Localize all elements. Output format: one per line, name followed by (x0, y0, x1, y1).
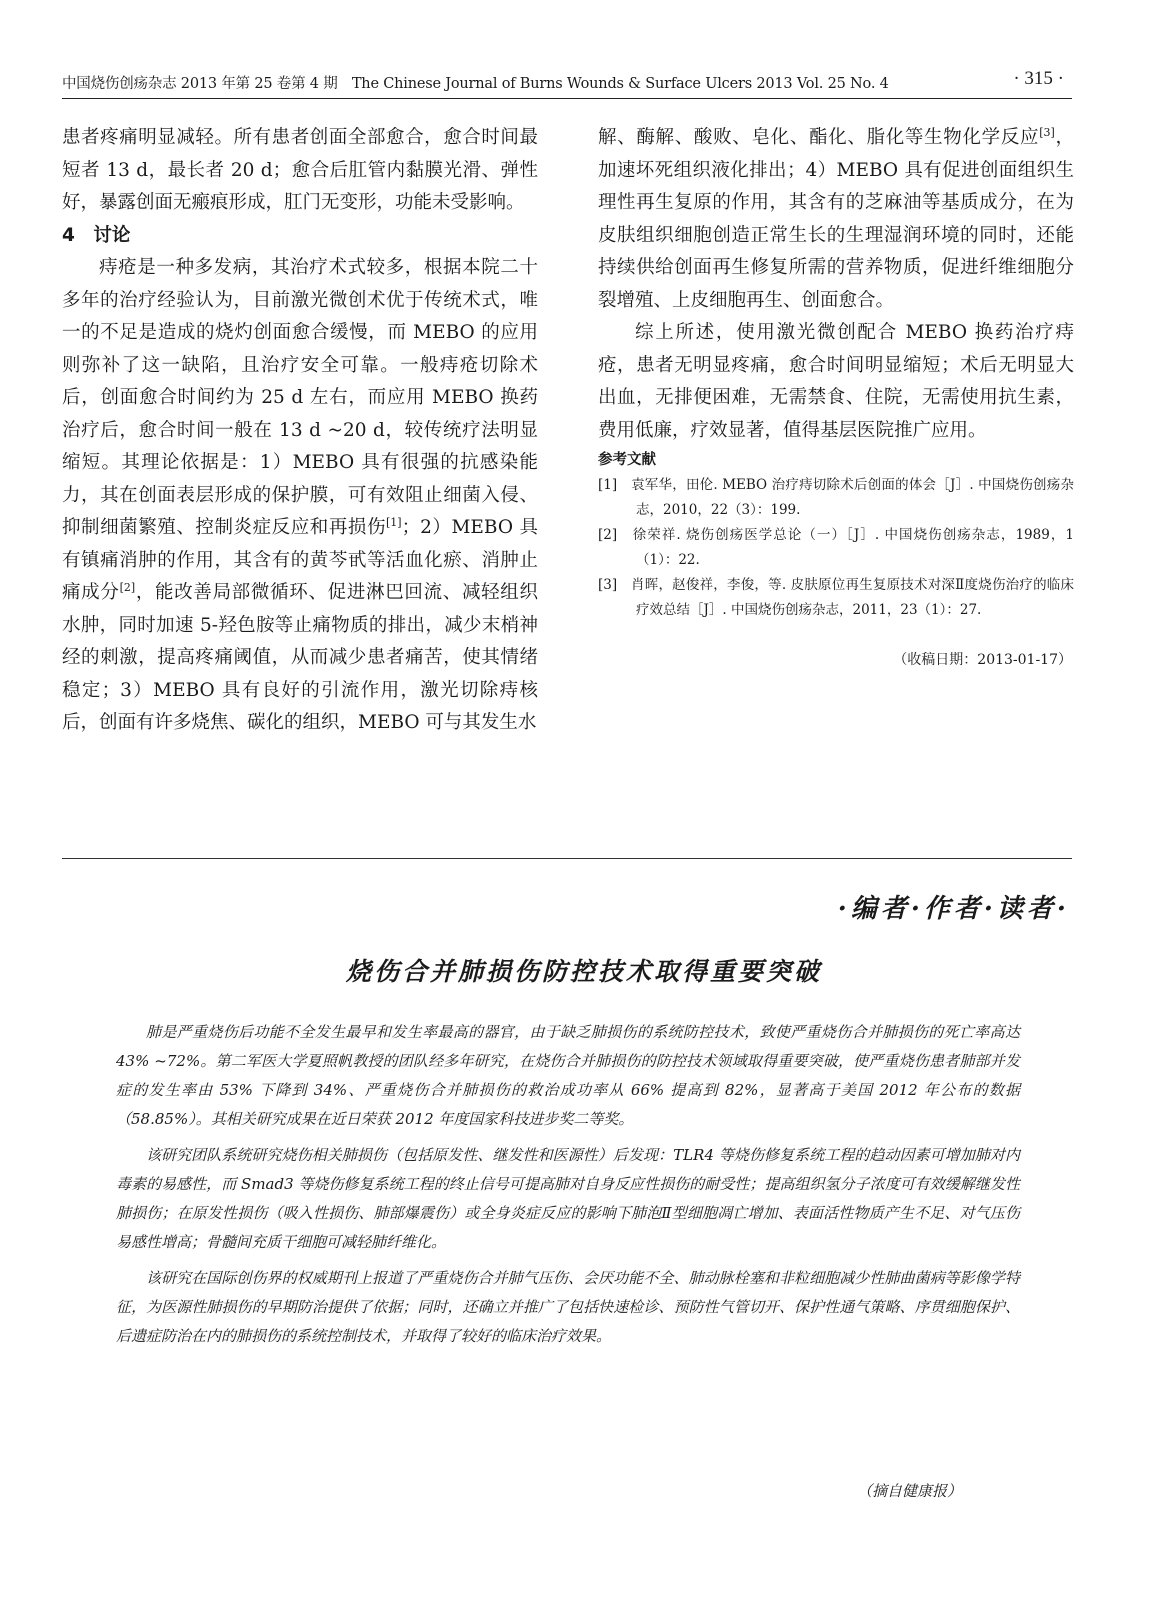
article-paragraph: 该研究团队系统研究烧伤相关肺损伤（包括原发性、继发性和医源性）后发现：TLR4 等烧伤修复系统工程的趋动因素可增加肺对内毒素的易感性，而 Smad3 等烧伤修复系统工程的终止信号可提高肺对自身反应性损伤的耐受性；提高组织氢分子浓度可有效缓解继发性肺损伤；在原发性损伤（吸入性损伤、肺部爆震伤）或全身炎症反应的影响下肺泡Ⅱ型细胞凋亡增加、表面活性物质产生不足、对气压伤易感性增高；骨髓间充质干细胞可减轻肺纤维化。 (116, 1146, 1020, 1251)
text-run: 痔疮是一种多发病，其治疗术式较多，根据本院二十多年的治疗经验认为，目前激光微创术优于传统术式，唯一的不足是造成的烧灼创面愈合缓慢，而 MEBO 的应用则弥补了这一缺陷，且治疗安全可靠。一般痔疮切除术后，创面愈合时间约为 25 d 左右，而应用 MEBO 换药治疗后，愈合时间一般在 13 d ~20 d，较传统疗法明显缩短。其理论依据是：1）MEBO 具有很强的抗感染能力，其在创面表层形成的保护膜，可有效阻止细菌入侵、抑制细菌繁殖、控制炎症反应和再损伤 (62, 257, 538, 538)
citation-ref-1[interactable]: [1] (386, 515, 402, 529)
results-paragraph: 患者疼痛明显减轻。所有患者创面全部愈合，愈合时间最短者 13 d，最长者 20 d；愈合后肛管内黏膜光滑、弹性好，暴露创面无瘢痕形成，肛门无变形，功能未受影响。 (62, 127, 538, 213)
text-run: ，能改善局部微循环、促进淋巴回流、减轻组织水肿，同时加速 5-羟色胺等止痛物质的排出，减少末梢神经的刺激，提高疼痛阈值，从而减少患者痛苦，使其情绪稳定；3）MEBO 具有良好的引流作用，激光切除痔核后，创面有许多烧焦、碳化的组织，MEBO 可与其发生水 (62, 582, 538, 733)
section-divider (62, 858, 1072, 859)
running-header (62, 68, 1072, 99)
references-heading: 参考文献 (598, 452, 656, 468)
reference-item: [2] 徐荣祥. 烧伤创疡医学总论（一）［J］. 中国烧伤创疡杂志，1989，1（1）：22. (598, 527, 1074, 568)
reference-item: [3] 肖晖，赵俊祥，李俊，等. 皮肤原位再生复原技术对深Ⅱ度烧伤治疗的临床疗效总结［J］. 中国烧伤创疡杂志，2011，23（1）：27. (598, 577, 1074, 618)
citation-ref-3[interactable]: [3] (1039, 125, 1055, 139)
left-column (62, 122, 538, 740)
discussion-continued (598, 122, 1074, 317)
journal-citation: 中国烧伤创疡杂志 2013 年第 25 卷第 4 期 The Chinese Journal of Burns Wounds & Surface Ulcers 2013 Vol. 25 No. 4 (62, 76, 889, 92)
reference-item: [1] 袁军华，田伦. MEBO 治疗痔切除术后创面的体会［J］. 中国烧伤创疡杂志，2010，22（3）：199. (598, 477, 1074, 518)
citation-ref-2[interactable]: [2] (119, 580, 136, 594)
column-heading: ·编者·作者·读者· (837, 894, 1070, 924)
received-date: （收稿日期：2013-01-17） (893, 652, 1072, 668)
article-title: 烧伤合并肺损伤防控技术取得重要突破 (345, 957, 822, 986)
discussion-paragraph (62, 252, 538, 740)
right-column (598, 122, 1074, 671)
news-article (116, 1018, 1020, 1358)
text-run: ，加速坏死组织液化排出；4）MEBO 具有促进创面组织生理性再生复原的作用，其含有的芝麻油等基质成分，在为皮肤组织细胞创造正常生长的生理湿润环境的同时，还能持续供给创面再生修复所需的营养物质，促进纤维细胞分裂增殖、上皮细胞再生、创面愈合。 (598, 127, 1074, 311)
section-heading-discussion: 4 讨论 (62, 224, 131, 246)
article-paragraph: 该研究在国际创伤界的权威期刊上报道了严重烧伤合并肺气压伤、会厌功能不全、肺动脉栓塞和非粒细胞减少性肺曲菌病等影像学特征，为医源性肺损伤的早期防治提供了依据；同时，还确立并推广了包括快速检诊、预防性气管切开、保护性通气策略、序贯细胞保护、后遗症防治在内的肺损伤的系统控制技术，并取得了较好的临床治疗效果。 (116, 1269, 1020, 1345)
conclusion-paragraph: 综上所述，使用激光微创配合 MEBO 换药治疗痔疮，患者无明显疼痛，愈合时间明显缩短；术后无明显大出血，无排便困难，无需禁食、住院，无需使用抗生素，费用低廉，疗效显著，值得基层医院推广应用。 (598, 322, 1074, 441)
text-run: 解、酶解、酸败、皂化、酯化、脂化等生物化学反应 (598, 127, 1040, 148)
text-run: ；2）MEBO 具有镇痛消肿的作用，其含有的黄芩甙等活血化瘀、消肿止痛成分 (62, 517, 538, 603)
article-source: （摘自健康报） (856, 1482, 962, 1500)
article-paragraph: 肺是严重烧伤后功能不全发生最早和发生率最高的器官，由于缺乏肺损伤的系统防控技术，致使严重烧伤合并肺损伤的死亡率高达 43% ~72%。第二军医大学夏照帆教授的团队经多年研究，在烧伤合并肺损伤的防控技术领域取得重要突破，使严重烧伤患者肺部并发症的发生率由 53% 下降到 34%、严重烧伤合并肺损伤的救治成功率从 66% 提高到 82%，显著高于美国 2012 年公布的数据（58.85%）。其相关研究成果在近日荣获 2012 年度国家科技进步奖二等奖。 (116, 1023, 1020, 1128)
page-number: · 315 · (1013, 68, 1064, 89)
